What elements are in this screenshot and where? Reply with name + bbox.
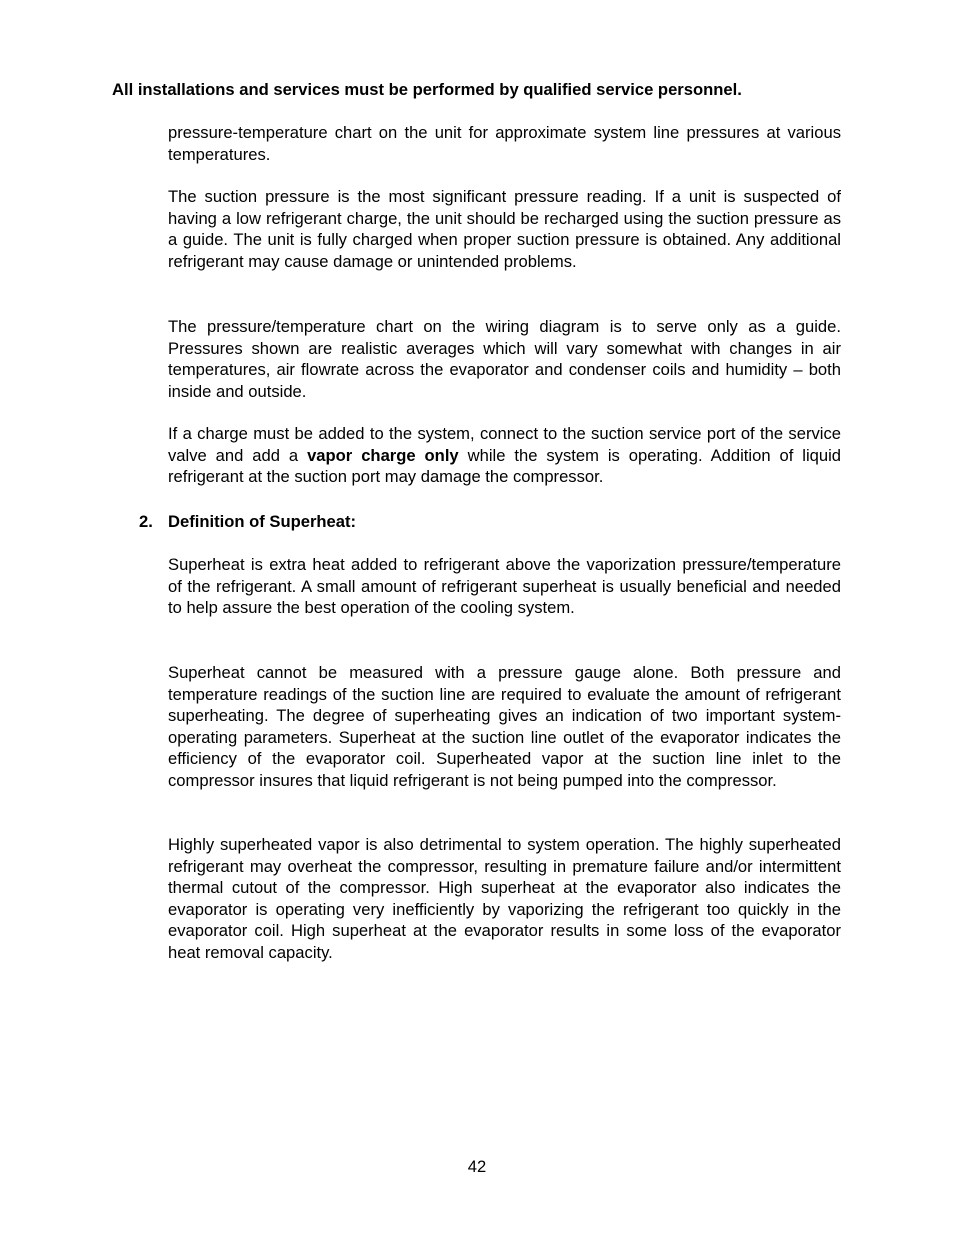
section-heading-superheat: [139, 511, 356, 533]
paragraph-pressure-temperature-chart: The pressure/temperature chart on the wiring diagram is to serve only as a guide. Pressures shown are realistic averages which will vary somewhat with changes in air temperatures, air flowrate across the evaporator and condenser coils and humidity – both inside and outside.: [168, 317, 841, 401]
paragraph-superheat-definition: Superheat is extra heat added to refrigerant above the vaporization pressure/temperature of the refrigerant. A small amount of refrigerant superheat is usually beneficial and needed to help assure the best operation of the cooling system.: [168, 555, 841, 618]
section-title: Definition of Superheat:: [168, 512, 357, 531]
paragraph-adding-charge-text-start: If a charge must be added to the system, connect to the suction service port of the service valve and add a: [168, 424, 841, 465]
paragraph-pressure-chart-continuation: pressure-temperature chart on the unit for approximate system line pressures at various temperatures.: [168, 123, 841, 164]
paragraph-suction-pressure: The suction pressure is the most significant pressure reading. If a unit is suspected of having a low refrigerant charge, the unit should be recharged using the suction pressure as a guide. The unit is fully charged when proper suction pressure is obtained. Any additional refrigerant may cause damage or unintended problems.: [168, 187, 841, 271]
safety-notice-header: All installations and services must be performed by qualified service personnel.: [112, 80, 742, 99]
vapor-charge-emphasis: vapor charge only: [307, 445, 459, 465]
page-number: 42: [467, 1157, 487, 1176]
paragraph-superheat-measurement: Superheat cannot be measured with a pressure gauge alone. Both pressure and temperature readings of the suction line are required to evaluate the amount of refrigerant superheating. The degree of superheating gives an indication of two important system-operating parameters. Superheat at the suction line outlet of the evaporator indicates the efficiency of the evaporator coil. Superheated vapor at the suction line inlet to the compressor insures that liquid refrigerant is not being pumped into the compressor.: [168, 663, 841, 790]
paragraph-adding-charge-text-end: while the system is operating. Addition of liquid refrigerant at the suction port may damage the compressor.: [168, 445, 842, 487]
paragraph-adding-charge: [168, 423, 841, 488]
section-number: 2.: [139, 512, 153, 531]
paragraph-high-superheat: Highly superheated vapor is also detrimental to system operation. The highly superheated refrigerant may overheat the compressor, resulting in premature failure and/or intermittent thermal cutout of the compressor. High superheat at the evaporator also indicates the evaporator is operating very inefficiently by vaporizing the refrigerant too quickly in the evaporator coil. High superheat at the evaporator results in some loss of the evaporator heat removal capacity.: [168, 835, 841, 962]
